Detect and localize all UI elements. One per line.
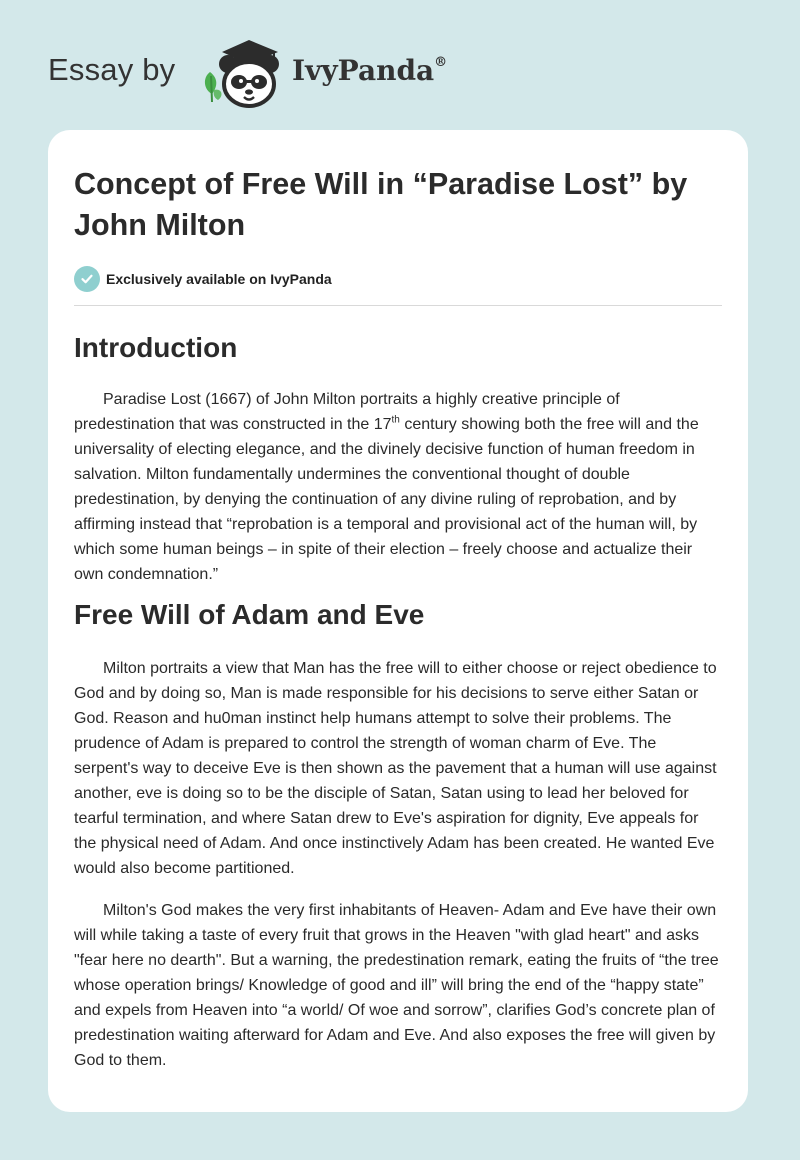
site-header [48, 28, 748, 108]
registered-mark: ® [434, 54, 448, 70]
intro-text-before: Paradise Lost (1667) of John Milton portraits a highly creative principle of predestination that was constructed in the 17 [74, 391, 620, 433]
free-will-paragraph-1: Milton portraits a view that Man has the free will to either choose or reject obedience to God and by doing so, Man is made responsible for his decisions to serve either Satan or God. Reason and hu0man instinct help humans attempt to solve their problems. The prudence of Adam is prepared to control the strength of woman charm of Eve. The serpent's way to deceive Eve is then shown as the pavement that a human will use against another, eve is doing so to be the disciple of Satan, Satan using to lead her beloved for tearful termination, and where Satan drew to Eve's aspiration for dignity, Eve appeals for the physical need of Adam. And once instinctively Adam has been created. He wanted Eve would also become partitioned. [74, 660, 717, 877]
section-heading-introduction: Introduction [74, 332, 238, 363]
ordinal-suffix: th [391, 414, 400, 426]
article-card [48, 130, 748, 1112]
section-heading-free-will: Free Will of Adam and Eve [74, 599, 425, 630]
brand-name[interactable] [292, 54, 447, 87]
intro-text-after: century showing both the free will and the universality of electing elegance, and the divinely decisive function of human freedom in salvation. Milton fundamentally undermines the conventional thought of double predestination, by denying the continuation of any divine ruling of reprobation, and by affirming instead that “reprobation is a temporal and provisional act of the human will, by which some human beings – in spite of their election – freely choose and actualize their own condemnation.” [74, 416, 699, 583]
panda-graduate-logo-icon[interactable] [200, 32, 290, 112]
exclusive-badge-label: Exclusively available on IvyPanda [106, 271, 332, 287]
brand-text: IvyPanda [292, 54, 435, 87]
exclusive-badge [74, 266, 722, 292]
check-icon [74, 266, 100, 292]
intro-paragraph [74, 387, 722, 587]
article-title: Concept of Free Will in “Paradise Lost” by John Milton [74, 167, 688, 242]
title-divider [74, 305, 722, 306]
essay-by-label: Essay by [48, 52, 176, 87]
free-will-paragraph-2: Milton's God makes the very first inhabitants of Heaven- Adam and Eve have their own will while taking a taste of every fruit that grows in the Heaven "with glad heart" and asks "fear here no dearth". But a warning, the predestination remark, eating the fruits of “the tree whose operation brings/ Knowledge of good and ill” will bring the end of the “happy state” and expels from Heaven into “a world/ Of woe and sorrow”, clarifies God’s concrete plan of predestination waiting afterward for Adam and Eve. And also exposes the free will given by God to them. [74, 902, 719, 1069]
